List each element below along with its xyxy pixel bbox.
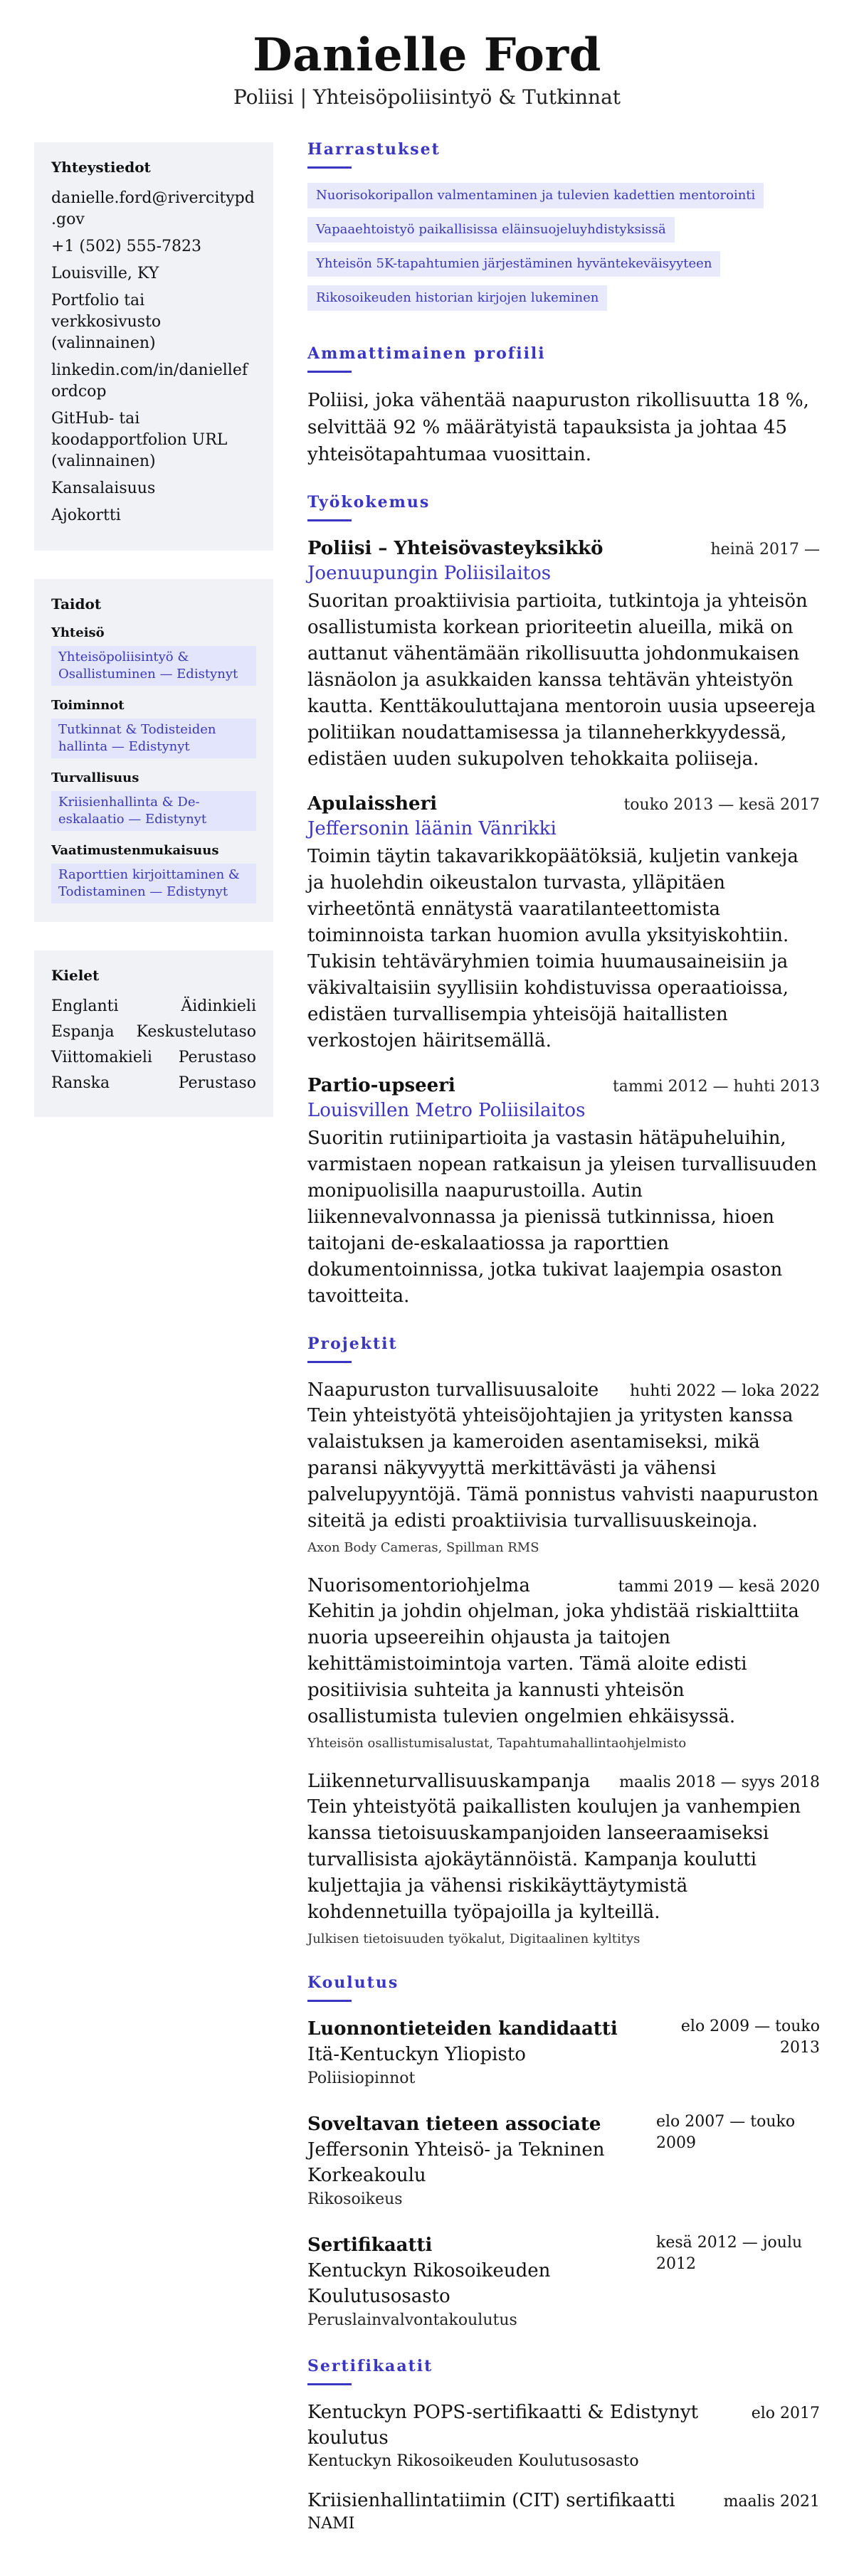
job-entry [307,536,820,773]
education-date: elo 2009 — touko 2013 [680,2018,820,2057]
education-school: Itä-Kentuckyn Yliopisto [307,2044,526,2065]
certification-date: maalis 2021 [723,2493,820,2511]
education-degree: Soveltavan tieteen associate [307,2114,601,2135]
project-entry [307,1377,820,1557]
section-rule [307,166,352,169]
contact-email[interactable]: danielle.ford@rivercitypd.gov [51,189,255,228]
job-employer: Joenuupungin Poliisilaitos [307,563,552,584]
language-level: Äidinkieli [181,997,256,1015]
contact-portfolio: Portfolio tai verkkosivusto (valinnainen) [51,292,162,352]
skills-card [34,579,273,922]
job-title: Partio-upseeri [307,1075,455,1096]
job-title: Poliisi – Yhteisövasteyksikkö [307,538,603,559]
section-title: Sertifikaatit [307,2357,433,2375]
skill-tag: Raporttien kirjoittaminen & Todistaminen — Edistynyt [51,864,256,903]
language-row [51,996,256,1017]
project-date: maalis 2018 — syys 2018 [619,1774,820,1791]
hobbies-section [307,139,820,319]
project-description: Tein yhteistyötä yhteisöjohtajien ja yritysten kanssa valaistuksen ja kameroiden asentamiseksi, mikä paransi näkyvyyttä merkittävästi ja vähensi palvelupyyntöjä. Tämä ponnistus vahvisti naapuruston siteitä ja edisti proaktiivisia turvallisuuskeinoja. [307,1405,819,1532]
language-name: Ranska [51,1074,110,1092]
project-description: Tein yhteistyötä paikallisten koulujen ja vanhempien kanssa tietoisuuskampanjoiden lanseeraamiseksi turvallisista ajokäytännöistä. Kampanja koulutti kuljettajia ja vähensi riskikäyttäytymistä kohdennetuilla työpajoilla ja kylteillä. [307,1796,801,1923]
certification-entry [307,2488,820,2535]
section-title: Työkokemus [307,493,431,512]
job-employer: Louisvillen Metro Poliisilaitos [307,1100,586,1121]
project-name: Liikenneturvallisuuskampanja [307,1771,591,1792]
hobby-tag: Yhteisön 5K-tapahtumien järjestäminen hyväntekeväisyyteen [307,251,720,277]
contact-citizenship: Kansalaisuus [51,479,156,497]
skill-category: Toiminnot [51,698,125,713]
section-title: Ammattimainen profiili [307,344,546,363]
contact-linkedin[interactable]: linkedin.com/in/danielleford​cop [51,361,248,401]
hobby-tag: Rikosoikeuden historian kirjojen lukeminen [307,285,607,311]
certification-issuer: NAMI [307,2515,355,2533]
project-entry [307,1573,820,1753]
section-rule [307,2000,352,2002]
contact-phone: +1 (502) 555-7823 [51,238,201,255]
projects-section [307,1334,820,1949]
certification-name: Kriisienhallintatiimin (CIT) sertifikaatti [307,2490,675,2511]
project-name: Naapuruston turvallisuusaloite [307,1379,599,1401]
education-entry [307,2232,820,2332]
skill-tag: Tutkinnat & Todisteiden hallinta — Edistynyt [51,719,256,758]
language-level: Keskustelutaso [136,1023,256,1041]
job-employer: Jeffersonin läänin Vänrikki [307,818,557,839]
job-description: Suoritin rutiinipartioita ja vastasin hätäpuheluihin, varmistaen nopean ratkaisun ja yleisen turvallisuuden monipuolisilla naapurustoilla. Autin liikennevalvonnassa ja pienissä tutkinnissa, hioen taitojani de-eskalaatiossa ja raporttien dokumentoinnissa, jotka tukivat laajempia osaston tavoitteita. [307,1128,817,1307]
education-field: Peruslainvalvontakoulutus [307,2311,517,2329]
project-date: tammi 2019 — kesä 2020 [618,1578,820,1596]
languages-title: Kielet [51,967,100,984]
project-tech: Axon Body Cameras, Spillman RMS [307,1540,539,1555]
job-description: Suoritan proaktiivisia partioita, tutkintoja ja yhteisön osallistumista korkean prioriteetin alueilla, mikä on auttanut vähentämään rikollisuutta johdonmukaisen läsnäolon ja asukkaiden kanssa tehtävän yhteistyön kautta. Kenttäkouluttajana mentoroin uusia upseereja politiikan noudattamisessa ja tilanneherkkyydessä, edistäen uuden sukupolven tehokkaita poliiseja. [307,590,816,770]
section-title: Projektit [307,1335,398,1353]
skill-category: Turvallisuus [51,770,139,785]
skill-tag: Yhteisöpoliisintyö & Osallistuminen — Edistynyt [51,646,256,686]
language-row [51,1022,256,1043]
job-date: tammi 2012 — huhti 2013 [612,1078,820,1096]
certification-name: Kentuckyn POPS-sertifikaatti & Edistynyt koulutus [307,2402,699,2449]
candidate-subtitle: Poliisi | Yhteisöpoliisintyö & Tutkinnat [233,85,621,109]
project-tech: Yhteisön osallistumisalustat, Tapahtumahallintaohjelmisto [307,1736,687,1751]
candidate-name: Danielle Ford [253,28,601,82]
section-title: Koulutus [307,1973,399,1992]
education-degree: Luonnontieteiden kandidaatti [307,2018,618,2040]
education-date: kesä 2012 — joulu 2012 [656,2234,803,2273]
skills-title: Taidot [51,595,102,613]
main-content [307,139,820,2559]
resume-header [0,0,854,111]
job-date: touko 2013 — kesä 2017 [623,796,820,814]
section-rule [307,371,352,373]
language-level: Perustaso [178,1049,256,1066]
profile-section [307,344,820,468]
certifications-section [307,2356,820,2535]
section-title: Harrastukset [307,140,441,159]
skill-category: Yhteisö [51,625,105,640]
contact-card [34,142,273,551]
experience-section [307,492,820,1310]
education-entry [307,2016,820,2090]
certification-issuer: Kentuckyn Rikosoikeuden Koulutusosasto [307,2452,639,2470]
language-row [51,1047,256,1069]
profile-summary: Poliisi, joka vähentää naapuruston rikollisuutta 18 %, selvittää 92 % määrätyistä tapauksista ja johtaa 45 yhteisötapahtumaa vuosittain. [307,390,809,465]
job-entry [307,791,820,1054]
certification-date: elo 2017 [751,2405,820,2422]
language-level: Perustaso [178,1074,256,1092]
education-field: Poliisiopinnot [307,2069,416,2087]
education-entry [307,2111,820,2211]
project-entry [307,1769,820,1949]
contact-location: Louisville, KY [51,265,159,282]
job-title: Apulaissheri [307,793,438,815]
language-name: Englanti [51,997,119,1015]
sidebar [34,142,273,1145]
contact-title: Yhteystiedot [51,159,151,176]
project-tech: Julkisen tietoisuuden työkalut, Digitaalinen kyltitys [307,1931,640,1946]
languages-card [34,950,273,1117]
contact-license: Ajokortti [51,507,121,524]
education-school: Kentuckyn Rikosoikeuden Koulutusosasto [307,2260,551,2307]
project-description: Kehitin ja johdin ohjelman, joka yhdistää riskialttiita nuoria upseereihin ohjausta ja taitojen kehittämistoimintoja varten. Tämä aloite edisti positiivisia suhteita ja kannusti yhteisön osallistumista tulevien ongelmien ehkäisyssä. [307,1601,799,1727]
education-date: elo 2007 — touko 2009 [656,2113,796,2152]
contact-github: GitHub- tai koodapportfolion URL (valinnainen) [51,410,228,470]
project-name: Nuorisomentoriohjelma [307,1575,530,1596]
skill-category: Vaatimustenmukaisuus [51,843,219,858]
job-date: heinä 2017 — [710,541,820,558]
language-name: Viittomakieli [51,1049,152,1066]
education-degree: Sertifikaatti [307,2235,433,2256]
section-rule [307,1361,352,1363]
hobby-tag: Nuorisokoripallon valmentaminen ja tulevien kadettien mentorointi [307,183,764,208]
education-section [307,1973,820,2332]
skill-tag: Kriisienhallinta & De-eskalaatio — Edistynyt [51,791,256,831]
section-rule [307,2383,352,2385]
language-row [51,1073,256,1094]
section-rule [307,519,352,521]
job-entry [307,1073,820,1310]
education-field: Rikosoikeus [307,2190,403,2208]
language-name: Espanja [51,1023,115,1041]
hobby-tag: Vapaaehtoistyö paikallisissa eläinsuojeluyhdistyksissä [307,217,675,243]
certification-entry [307,2400,820,2472]
project-date: huhti 2022 — loka 2022 [629,1382,820,1400]
job-description: Toimin täytin takavarikkopäätöksiä, kuljetin vankeja ja huolehdin oikeustalon turvasta, ylläpitäen virheetöntä ennätystä vaaratilanteettomista toiminnoista tarkan huomion avulla yksityiskohtiin. Tukisin tehtäväryhmien toimia huumausaineisiin ja väkivaltaisiin syyllisiin kohdistuvissa operaatioissa, edistäen turvallisempia yhteisöjä haitallisten verkostojen häiritsemällä. [307,846,798,1051]
education-school: Jeffersonin Yhteisö- ja Tekninen Korkeakoulu [307,2139,605,2186]
